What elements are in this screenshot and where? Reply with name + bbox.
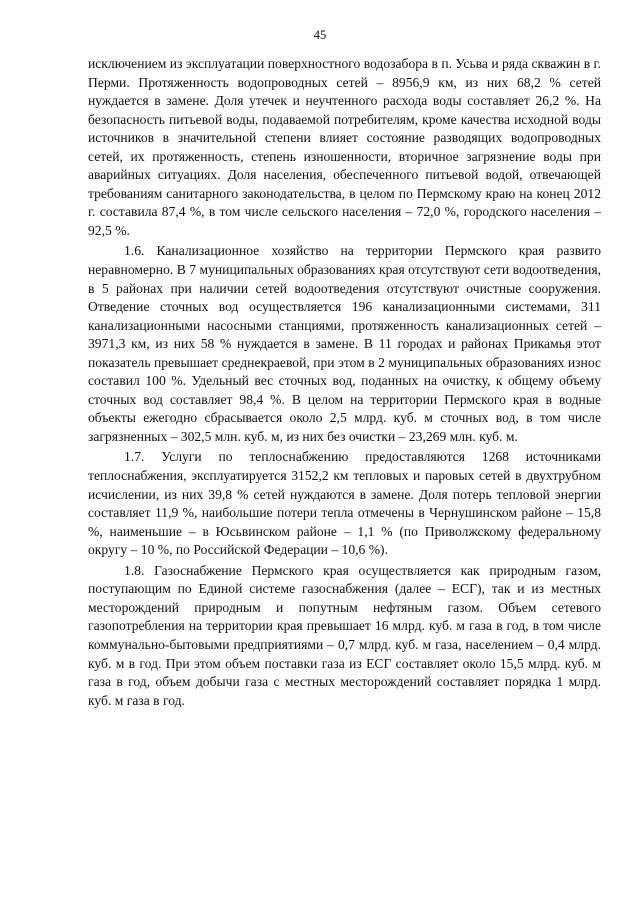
paragraph-heat-supply: 1.7. Услуги по теплоснабжению предоставляются 1268 источниками теплоснабжения, эксплуатируется 3152,2 км тепловых и паровых сетей в двухтрубном исчислении, из них 39,8 % сетей нуждаются в замене. Доля потерь тепловой энергии составляет 11,9 %, наибольшие потери тепла отмечены в Чернушинском районе – 15,8 %, наименьшие – в Юсьвинском районе – 1,1 % (по Приволжскому федеральному округу – 10 %, по Российской Федерации – 10,6 %).: [88, 449, 601, 558]
document-body: [88, 55, 601, 710]
paragraph-gas-supply: 1.8. Газоснабжение Пермского края осуществляется как природным газом, поступающим по Единой системе газоснабжения (далее – ЕСГ), так и из местных месторождений природным и попутным нефтяным газом. Объем сетевого газопотребления на территории края превышает 16 млрд. куб. м газа в год, в том числе коммунально-бытовыми предприятиями – 0,7 млрд. куб. м газа, населением – 0,4 млрд. куб. м в год. При этом объем поставки газа из ЕСГ составляет около 15,5 млрд. куб. м газа в год, объем добычи газа с местных месторождений составляет порядка 1 млрд. куб. м газа в год.: [88, 562, 601, 708]
paragraph-water-supply: исключением из эксплуатации поверхностного водозабора в п. Усьва и ряда скважин в г. Перми. Протяженность водопроводных сетей – 8956,9 км, из них 68,2 % сетей нуждается в замене. Доля утечек и неучтенного расхода воды составляет 26,2 %. На безопасность питьевой воды, подаваемой потребителям, кроме качества исходной воды источников в значительной степени влияет состояние разводящих водопроводных сетей, их протяженность, степень изношенности, вторичное загрязнение воды при аварийных ситуациях. Доля населения, обеспеченного питьевой водой, отвечающей требованиям санитарного законодательства, в целом по Пермскому краю на конец 2012 г. составила 87,4 %, в том числе сельского населения – 72,0 %, городского населения – 92,5 %.: [88, 56, 601, 238]
page-number: 45: [313, 28, 327, 42]
paragraph-sewerage: 1.6. Канализационное хозяйство на территории Пермского края развито неравномерно. В 7 муниципальных образованиях края отсутствуют сети водоотведения, в 5 районах при наличии сетей водоотведения отсутствуют очистные сооружения. Отведение сточных вод осуществляется 196 канализационными системами, 311 канализационными насосными станциями, протяженность канализационных сетей – 3971,3 км, из них 58 % нуждается в замене. В 11 городах и районах Прикамья этот показатель превышает среднекраевой, при этом в 2 муниципальных образованиях износ составил 100 %. Удельный вес сточных вод, поданных на очистку, к общему объему сточных вод составляет 98,4 %. В целом на территории Пермского края в водные объекты ежегодно сбрасывается около 2,5 млрд. куб. м сточных вод, в том числе загрязненных – 302,5 млн. куб. м, из них без очистки – 23,269 млн. куб. м.: [88, 243, 601, 444]
